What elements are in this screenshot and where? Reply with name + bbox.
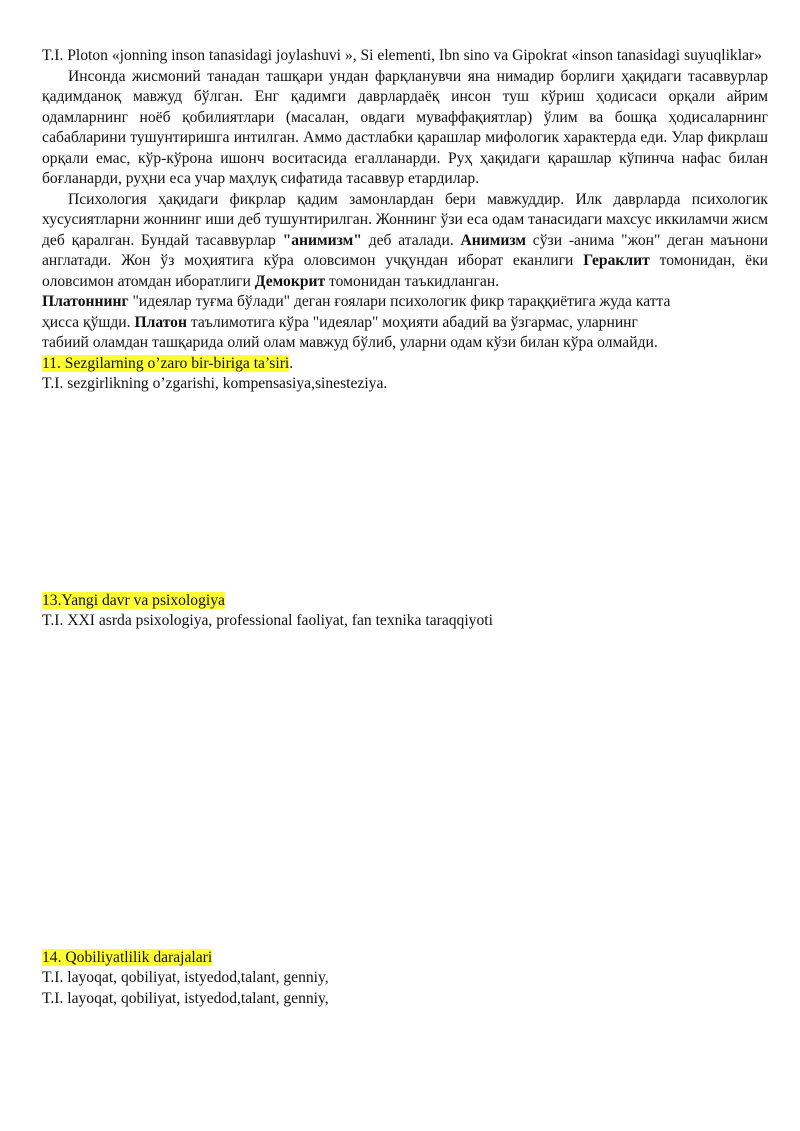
animism-text-1: Психология ҳақидаги фикрлар қадим замонлардан бери мавжуддир. Илк даврларда психологик хусусиятларни жоннинг иши деб тушунтирилган. Жоннинг ўзи еса одам танасидаги махсус иккиламчи жисм деб қаралган. Бундай тасаввурлар [42,190,768,249]
animism-word: Анимизм [460,231,527,249]
plato-line-2-start: ҳисса қўшди. [42,313,135,331]
paragraph-soul-concepts: Инсонда жисмоний танадан ташқари ундан фарқланувчи яна нимадир борлиги ҳақидаги тасаввурлар қадимданоқ мавжуд бўлган. Енг қадимги даврлардаёқ инсон туш кўриш ҳодисаси орқали айрим одамларнинг ноёб қобилиятлари (масалан, овдаги муваффақиятлар) ўлим ва бошқа ҳодисаларнинг сабабларини тушунтиришга интилган. Аммо дастлабки қарашлар мифологик характерда еди. Улар фикрлаш орқали емас, кўр-кўрона ишонч воситасида егалланарди. Руҳ ҳақидаги қарашлар кўпинча нафас билан боғланарди, руҳни еса учар маҳлуқ сифатида тасаввур етардилар. [42,67,768,187]
blank-space [42,632,768,948]
democritus-name: Демокрит [254,272,326,290]
topic-13-text: T.I. XXI asrda psixologiya, professional faoliyat, fan texnika taraqqiyoti [42,612,493,629]
topic-14-title: 14. Qobiliyatlilik darajalari [42,948,213,966]
paragraph-animism [42,190,768,293]
topic-14-text-1: T.I. layoqat, qobiliyat, istyedod,talant, genniy, [42,969,329,986]
plato-line-2 [42,313,768,334]
blank-space [42,395,768,591]
plato-line-2-rest: таълимотига кўра "идеялар" моҳияти абадий ва ўзгармас, уларнинг [186,313,638,331]
animism-text-3: сўзи -анима "жон" деган маънони англатади. Жон ўз моҳиятига кўра оловсимон учқундан иборат еканлиги [42,231,768,269]
topic-11-heading [42,354,768,375]
topic-14-text-2: T.I. layoqat, qobiliyat, istyedod,talant, genniy, [42,989,329,1007]
animism-text-2: деб аталади. [361,231,461,249]
topic-13-heading [42,591,768,612]
animism-term: "анимизм" [282,231,362,249]
topic-11-title: 11. Sezgilarning o’zaro bir-biriga ta’siri [42,354,290,372]
plato-line-1 [42,292,768,313]
animism-text-4: томонидан, ёки оловсимон атомдан иборатлиги [42,252,769,290]
plato-name: Платон [134,313,187,331]
topic-11-tail: . [289,354,294,372]
heraclitus-name: Гераклит [583,252,650,269]
topic-14-heading [42,948,768,969]
plato-line-1-rest: "идеялар туғма бўлади" деган ғоялари психологик фикр тараққиётига жуда катта [128,293,671,310]
animism-text-5: томонидан таъкидланган. [325,272,500,290]
plato-possessive: Платоннинг [42,293,129,310]
plato-line-3: табиий оламдан ташқарида олий олам мавжуд бўлиб, уларни одам кўзи билан кўра олмайди. [42,334,658,351]
topic-11-text: T.I. sezgirlikning o’zgarishi, kompensasiya,sinesteziya. [42,375,388,392]
document-page [42,46,768,1009]
topic-13-title: 13.Yangi davr va psixologiya [42,591,225,609]
intro-topics-text: T.I. Ploton «jonning inson tanasidagi joylashuvi », Si elementi, Ibn sino va Gipokrat «inson tanasidagi suyuqliklar» [42,47,762,64]
